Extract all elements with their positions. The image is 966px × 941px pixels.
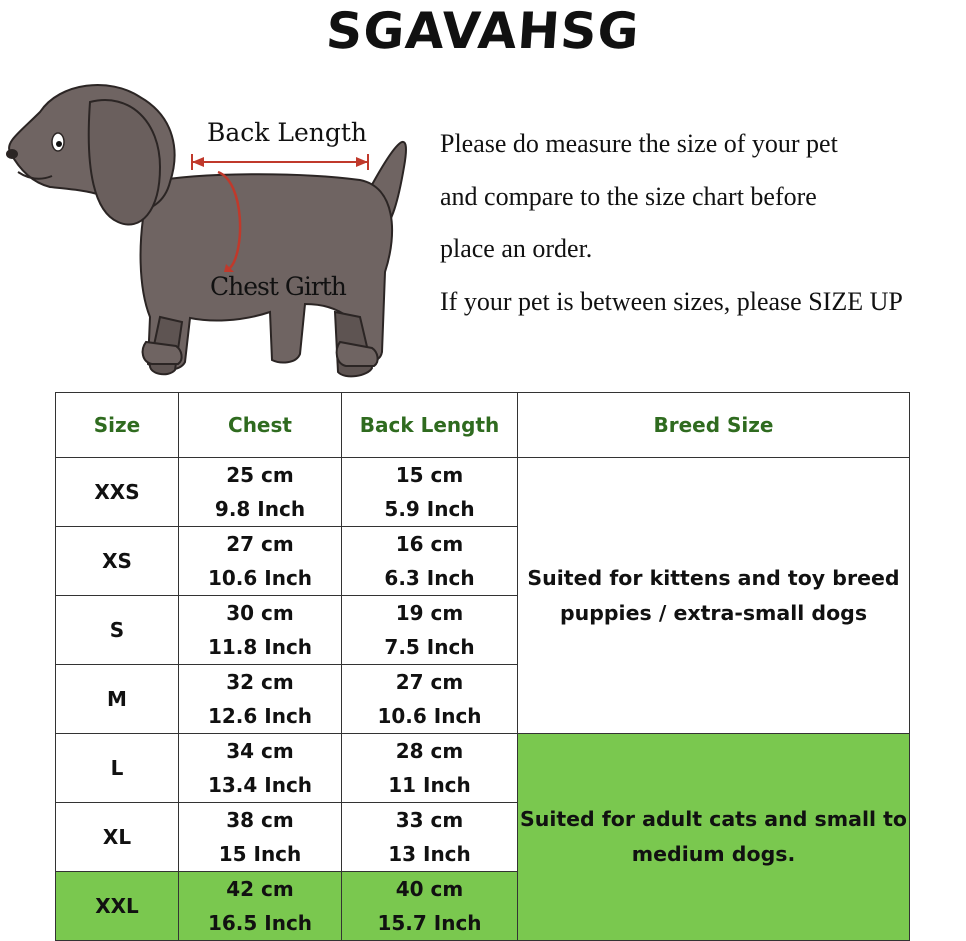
- back-inch: 6.3 Inch: [384, 566, 475, 590]
- back-cm: 15 cm: [395, 463, 464, 487]
- dog-measurement-diagram: [0, 72, 420, 392]
- chest-cm: 42 cm: [226, 877, 294, 901]
- back-length-cell: [342, 665, 518, 734]
- brand-logo: SGAVAHSG: [324, 2, 642, 60]
- chest-cm: 25 cm: [226, 463, 294, 487]
- back-length-cell: [342, 596, 518, 665]
- column-header-size: Size: [56, 393, 179, 458]
- table-row: [56, 734, 910, 803]
- back-length-label: Back Length: [207, 118, 368, 147]
- chest-cm: 38 cm: [226, 808, 294, 832]
- back-length-cell: [342, 734, 518, 803]
- back-cm: 16 cm: [395, 532, 464, 556]
- back-cm: 27 cm: [395, 670, 464, 694]
- chest-cm: 34 cm: [226, 739, 294, 763]
- size-cell: S: [56, 596, 179, 665]
- chest-inch: 9.8 Inch: [214, 497, 306, 521]
- chest-inch: 16.5 Inch: [207, 911, 313, 935]
- column-header-back-length: Back Length: [342, 393, 518, 458]
- column-header-breed-size: Breed Size: [518, 393, 910, 458]
- size-cell: M: [56, 665, 179, 734]
- size-up-emphasis: SIZE UP: [808, 286, 903, 316]
- back-cm: 40 cm: [395, 877, 464, 901]
- back-length-cell: [342, 803, 518, 872]
- back-inch: 5.9 Inch: [384, 497, 475, 521]
- chest-inch: 15 Inch: [218, 842, 302, 866]
- breed-size-cell: Suited for kittens and toy breed puppies / extra-small dogs: [518, 458, 910, 734]
- breed-size-cell: Suited for adult cats and small to medium dogs.: [518, 734, 910, 941]
- instruction-line-4: [440, 276, 965, 329]
- chest-cell: [179, 527, 342, 596]
- chest-girth-label: Chest Girth: [210, 272, 346, 301]
- size-cell: XXL: [56, 872, 179, 941]
- back-cm: 28 cm: [395, 739, 464, 763]
- table-header-row: [56, 393, 910, 458]
- size-cell: L: [56, 734, 179, 803]
- instruction-line-4-prefix: If your pet is between sizes, please: [440, 286, 809, 316]
- chest-cell: [179, 803, 342, 872]
- chest-cell: [179, 734, 342, 803]
- chest-inch: 12.6 Inch: [207, 704, 313, 728]
- back-inch: 7.5 Inch: [384, 635, 475, 659]
- back-length-cell: [342, 458, 518, 527]
- back-inch: 10.6 Inch: [377, 704, 482, 728]
- chest-cm: 32 cm: [226, 670, 294, 694]
- chest-inch: 11.8 Inch: [207, 635, 313, 659]
- instruction-line-3: place an order.: [440, 234, 593, 263]
- back-length-cell: [342, 872, 518, 941]
- chest-cell: [179, 458, 342, 527]
- measurement-instructions: [440, 118, 965, 328]
- size-chart-table: [55, 392, 910, 941]
- size-cell: XL: [56, 803, 179, 872]
- column-header-chest: Chest: [179, 393, 342, 458]
- back-length-cell: [342, 527, 518, 596]
- chest-inch: 13.4 Inch: [207, 773, 313, 797]
- instruction-line-2: and compare to the size chart before: [440, 181, 817, 211]
- table-row: [56, 458, 910, 527]
- back-cm: 33 cm: [395, 808, 464, 832]
- chest-inch: 10.6 Inch: [207, 566, 313, 590]
- chest-cell: [179, 665, 342, 734]
- back-inch: 15.7 Inch: [377, 911, 482, 935]
- chest-cell: [179, 596, 342, 665]
- chest-cm: 27 cm: [226, 532, 294, 556]
- size-cell: XXS: [56, 458, 179, 527]
- chest-cell: [179, 872, 342, 941]
- back-inch: 11 Inch: [388, 773, 471, 797]
- instruction-line-1: Please do measure the size of your pet: [440, 129, 838, 158]
- size-cell: XS: [56, 527, 179, 596]
- chest-cm: 30 cm: [226, 601, 294, 625]
- back-inch: 13 Inch: [388, 842, 471, 866]
- back-cm: 19 cm: [395, 601, 464, 625]
